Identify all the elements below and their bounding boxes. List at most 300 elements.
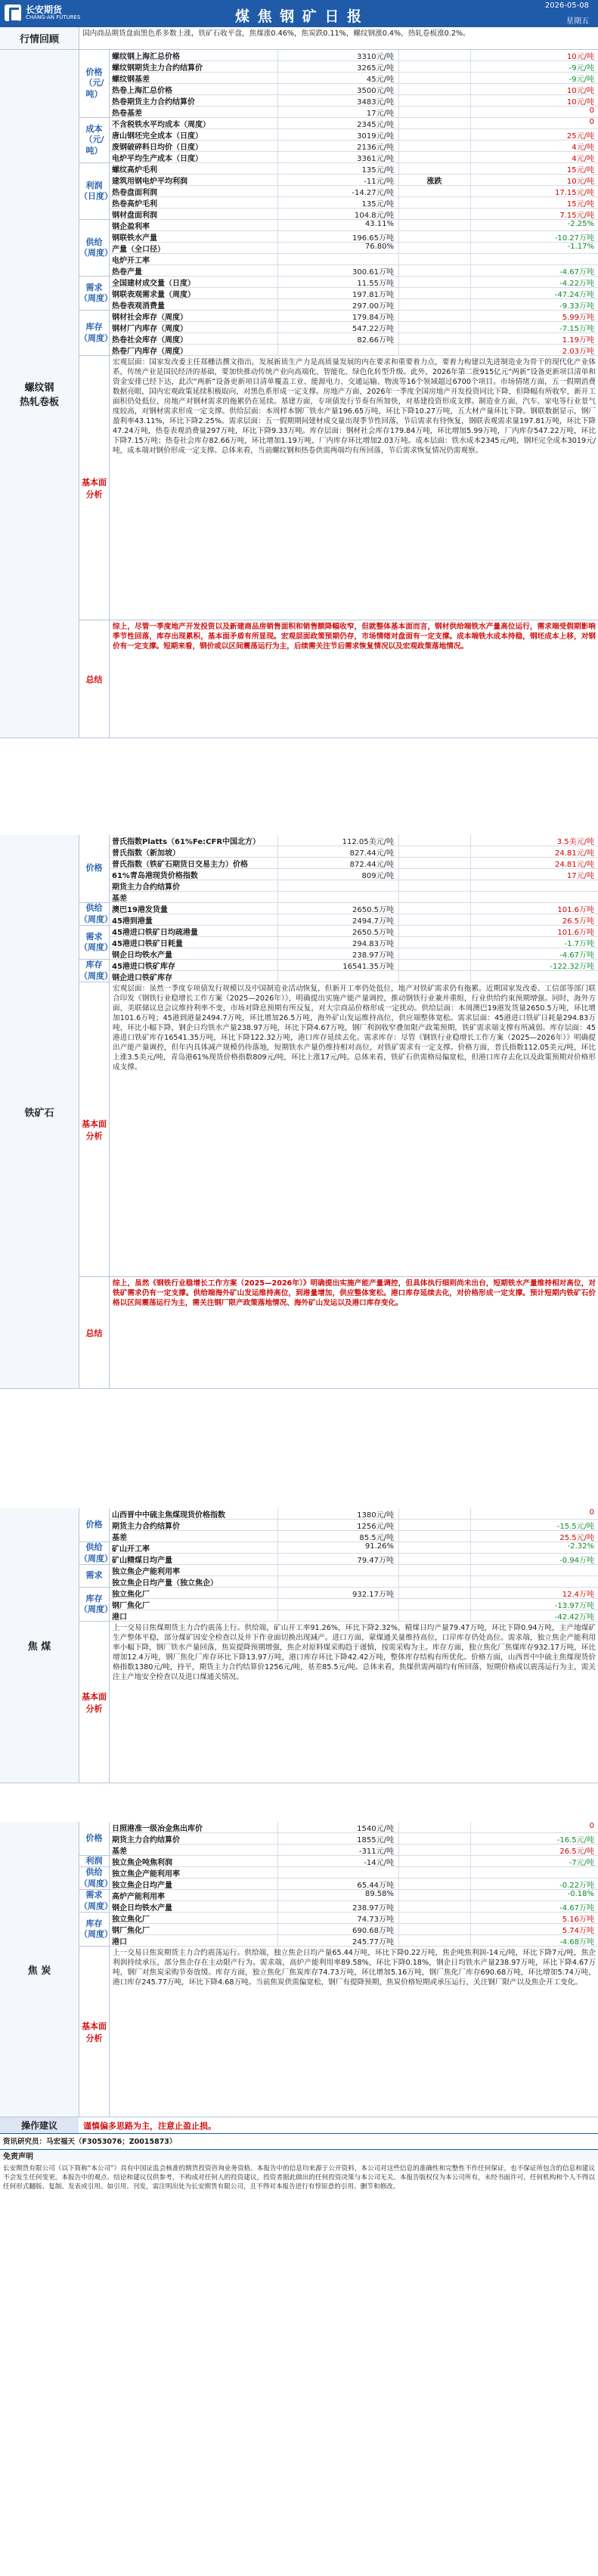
indicator-value: 2494.7万吨 [277, 914, 398, 925]
analysis-tag: 基本面 分析 [79, 356, 110, 620]
trend-cell [398, 1867, 470, 1878]
indicator-name: 普氏指数（铁矿石期货日交易主力）价格 [112, 861, 248, 868]
indicator-value: 3500元/吨 [277, 84, 398, 94]
indicator-value: 179.84万吨 [277, 311, 398, 321]
indicator-value: 91.26% [277, 1542, 398, 1553]
indicator-row [110, 1610, 598, 1622]
indicator-row [110, 1913, 598, 1924]
trend-cell [398, 1508, 470, 1519]
indicator-row [110, 265, 598, 277]
indicator-change: -122.32万吨 [470, 960, 598, 970]
section-label-steel [0, 50, 79, 738]
indicator-change [470, 892, 598, 902]
trend-cell [398, 95, 470, 106]
indicator-name: 热卷厂内库存（周度） [112, 348, 187, 355]
indicator-row [110, 50, 598, 61]
analysis-text: 上一交易日焦煤期货主力合约震荡上行。供给端，矿山开工率91.26%，环比下降2.32%，精煤日均产量79.47万吨，环比下降0.94万吨，主产地煤矿生产整体平稳，部分煤矿因安全检查以及井下作业面切换出现减产。进口方面，蒙煤通关量维持高位，口岸库存仍处高位。需求端，独立焦企产能利用率小幅下降，钢厂铁水产量回落，焦炭提降预期增强，焦企对原料煤采购趋于谨慎，按需采购为主。库存方面，独立焦化厂焦煤库存932.17万吨，环比增加12.4万吨，钢厂焦化厂库存环比下降13.97万吨，港口库存环比下降42.42万吨，整体库存结构有所优化。价格方面，山西晋中中硫主焦煤现货价格指数1380元/吨，持平，期货主力合约结算价1256元/吨，基差85.5元/吨。总体来看，焦煤供需两端均有所回落，短期价格或以震荡运行为主，需关注主产地安全检查以及进口煤通关情况。 [110, 1622, 598, 1783]
indicator-value [277, 254, 398, 264]
indicator-change: -2.25% [470, 220, 598, 230]
indicator-row [110, 937, 598, 948]
indicator-change: 1.19万吨 [470, 333, 598, 344]
trend-cell [398, 1554, 470, 1564]
report-date: 2026-05-08 [544, 2, 589, 10]
indicator-name: 山西晋中中硫主焦煤现货价格指数 [112, 1511, 225, 1519]
trend-cell [398, 1890, 470, 1900]
indicator-name: 港口 [112, 1613, 127, 1621]
trend-cell [398, 835, 470, 846]
indicator-row [110, 254, 598, 265]
indicator-value: 17元/吨 [277, 107, 398, 117]
indicator-value: 112.05美元/吨 [277, 835, 398, 846]
indicator-name: 普氏指数（新加坡） [112, 849, 180, 857]
trend-cell [398, 1845, 470, 1855]
trend-cell [398, 1879, 470, 1889]
indicator-value: 3483元/吨 [277, 95, 398, 106]
indicator-value: -14.27元/吨 [277, 186, 398, 196]
section-label-text: 螺纹钢 热轧卷板 [19, 382, 59, 408]
indicator-row [110, 960, 598, 971]
indicator-value: 3265元/吨 [277, 61, 398, 72]
advice-label: 操作建议 [0, 2117, 79, 2134]
trend-cell [398, 254, 470, 264]
indicator-change: -47.24万吨 [470, 288, 598, 298]
indicator-change: 10元/吨 [470, 84, 598, 94]
indicator-name: 矿山开工率 [112, 1545, 150, 1553]
indicator-change: 4元/吨 [470, 141, 598, 151]
indicator-name: 日照港准一级冶金焦出库价 [112, 1825, 203, 1832]
indicator-change: -7元/吨 [470, 1856, 598, 1866]
indicator-row [110, 175, 598, 186]
section-body-steel [79, 50, 598, 738]
trend-cell [398, 333, 470, 344]
indicator-value: 76.80% [277, 243, 398, 253]
indicator-name: 螺纹钢基差 [112, 76, 150, 83]
category-label: 需求 （周度） [79, 926, 110, 960]
indicator-row [110, 1845, 598, 1856]
indicator-row [110, 948, 598, 960]
trend-cell [398, 1610, 470, 1621]
indicator-name: 澳巴19港发货量 [112, 906, 168, 914]
indicator-name: 不含税铁水平均成本（周度） [112, 121, 210, 128]
indicator-change: -4.67万吨 [470, 948, 598, 959]
indicator-name: 全国建材成交量（日度） [112, 280, 195, 287]
indicator-change [470, 1867, 598, 1878]
indicator-change: -4.67万吨 [470, 1901, 598, 1912]
indicator-row [110, 163, 598, 175]
indicator-value: 690.68万吨 [277, 1924, 398, 1934]
indicator-row [110, 141, 598, 152]
category-label: 成本 （元/吨） [79, 118, 110, 163]
indicator-value: 82.66万吨 [277, 333, 398, 344]
indicator-name: 热卷上海汇总价格 [112, 87, 172, 94]
disclaimer-title: 免责声明 [0, 2149, 598, 2161]
indicator-row [110, 835, 598, 846]
trend-cell [398, 186, 470, 196]
indicator-value [277, 880, 398, 891]
indicator-row [110, 1576, 598, 1588]
trend-cell [398, 84, 470, 94]
indicator-row [110, 1565, 598, 1576]
trend-cell [398, 299, 470, 310]
indicator-change: 5.99万吨 [470, 311, 598, 321]
indicator-name: 钢厂焦化厂 [112, 1927, 150, 1934]
indicator-change: 17元/吨 [470, 869, 598, 880]
indicator-value: 827.44元/吨 [277, 846, 398, 857]
indicator-value [277, 971, 398, 982]
report-title: 煤 焦 钢 矿 日 报 [234, 8, 364, 25]
indicator-change: 15元/吨 [470, 163, 598, 174]
indicator-value: 135元/吨 [277, 163, 398, 174]
indicator-name: 废钢破碎料日均价（日度） [112, 144, 203, 151]
indicator-change: -10.27万吨 [470, 231, 598, 242]
indicator-value: 238.97万吨 [277, 948, 398, 959]
indicator-value: 3019元/吨 [277, 129, 398, 140]
analysis-tag: 基本面 分析 [79, 1622, 110, 1783]
indicator-value: 65.44万吨 [277, 1879, 398, 1889]
indicator-row [110, 926, 598, 937]
trend-cell [398, 903, 470, 914]
indicator-change: 4元/吨 [470, 152, 598, 162]
indicator-change: 25.5元/吨 [470, 1531, 598, 1542]
trend-cell [398, 209, 470, 219]
indicator-name: 热卷基差 [112, 110, 142, 117]
indicator-change: 24.81元/吨 [470, 858, 598, 868]
indicator-value [277, 345, 398, 355]
indicator-name: 螺纹钢上海汇总价格 [112, 53, 180, 60]
indicator-change: 26.5元/吨 [470, 1845, 598, 1855]
indicator-name: 钢企日均铁水产量 [112, 1904, 172, 1912]
category-label: 需求 （周度） [79, 277, 110, 311]
trend-cell [398, 73, 470, 83]
trend-cell [398, 892, 470, 902]
indicator-value: 294.83万吨 [277, 937, 398, 948]
indicator-name: 独立焦企吨焦利润 [112, 1859, 172, 1866]
indicator-name: 独立焦企日均产量（独立焦企） [112, 1579, 218, 1587]
indicator-name: 矿山精煤日均产量 [112, 1557, 172, 1564]
indicator-name: 钢企进口铁矿库存 [112, 974, 172, 982]
trend-cell [398, 1542, 470, 1553]
indicator-name: 高炉产能利用率 [112, 1893, 165, 1900]
analysis-tag: 基本面 分析 [79, 1947, 110, 2117]
indicator-row [110, 1822, 598, 1833]
indicator-value: 547.22万吨 [277, 322, 398, 332]
trend-cell [398, 129, 470, 140]
indicator-change: -13.97万吨 [470, 1599, 598, 1610]
analysis-tag: 基本面 分析 [79, 982, 110, 1277]
indicator-row [110, 1879, 598, 1890]
analysis-text: 宏观层面：虽然一季度专项债发行规模以及中国制造业活动恢复，但新开工率仍处低位，地产对铁矿需求仍有拖累。近期国家发改委、工信部等部门联合印发《钢铁行业稳增长工作方案（2025—2026年）》，明确提出实施产能产量调控，推动钢铁行业兼并重组，行业供给约束预期增强。同时，海外方面，美联储议息会议维持利率不变，市场对降息预期有所反复，对大宗商品价格形成一定扰动。供给层面：本周澳巴19港发货量2650.5万吨，环比增加101.6万吨；45港到港量2494.7万吨，环比增加26.5万吨，海外矿山发运维持高位，供应端整体宽松。需求层面：45港进口铁矿日耗量294.83万吨，环比小幅下降，钢企日均铁水产量238.97万吨，环比下降4.67万吨，钢厂利润收窄叠加限产政策预期，铁矿需求端支撑有所减弱。库存层面：45港进口铁矿库存16541.35万吨，环比下降122.32万吨，港口库存延续去化。需求库存：尽管《钢铁行业稳增长工作方案（2025—2026年）》明确提出产能产量调控，但年内具体减产规模仍待落地，短期铁水产量仍维持相对高位，对铁矿需求有一定支撑。价格方面，普氏指数112.05美元/吨，环比上涨3.5美元/吨，青岛港61%现货价格指数809元/吨，环比上涨17元/吨。总体来看，铁矿石供需格局偏宽松，但港口库存去化以及政策预期对价格形成支撑。 [110, 982, 598, 1277]
section-label-text: 铁矿石 [24, 1107, 54, 1119]
indicator-value: 79.47万吨 [277, 1554, 398, 1564]
trend-cell [398, 107, 470, 117]
trend-cell [398, 1531, 470, 1542]
indicator-row [110, 1531, 598, 1542]
summary-tag: 总结 [79, 1277, 110, 1389]
indicator-value: -11元/吨 [277, 175, 398, 185]
indicator-value: 245.77万吨 [277, 1935, 398, 1946]
indicator-value: 197.81万吨 [277, 288, 398, 298]
trend-cell [398, 1913, 470, 1923]
indicator-change: -4.68万吨 [470, 1935, 598, 1946]
indicator-value: 74.73万吨 [277, 1913, 398, 1923]
indicator-row [110, 95, 598, 107]
section-body-coke [79, 1822, 598, 2117]
section-label-review: 行情回顾 [0, 27, 79, 50]
category-label: 供给 （周度） [79, 1542, 110, 1565]
indicator-row [110, 118, 598, 129]
category-label: 价格 （元/吨） [79, 50, 110, 118]
indicator-row [110, 84, 598, 95]
indicator-change: 17.15元/吨 [470, 186, 598, 196]
logo-en-text: CHANG-AN FUTURES [26, 14, 81, 20]
trend-cell [398, 1856, 470, 1866]
trend-cell [398, 937, 470, 948]
indicator-change: 0 [470, 1508, 598, 1519]
indicator-row [110, 1856, 598, 1867]
indicator-change: -2.32% [470, 1542, 598, 1553]
trend-cell [398, 141, 470, 151]
section-label-ore [0, 835, 79, 1389]
trend-cell [398, 1924, 470, 1934]
indicator-row [110, 197, 598, 209]
review-text: 国内商品期货盘面黑色系多数上涨，铁矿石收平盘，焦煤涨0.46%，焦炭跌0.11%，螺纹钢涨0.4%，热轧卷板涨0.2%。 [82, 29, 470, 38]
trend-cell [398, 265, 470, 276]
indicator-change [470, 971, 598, 982]
indicator-change: -9元/吨 [470, 73, 598, 83]
indicator-name: 45港进口铁矿日均疏港量 [112, 929, 198, 936]
indicator-row [110, 1833, 598, 1845]
indicator-row [110, 345, 598, 356]
trend-cell [398, 948, 470, 959]
summary-text: 综上，尽管一季度地产开发投资以及新建商品房销售面积和销售额降幅收窄，但就整体基本面而言，钢材供给端铁水产量高位运行，需求端受假期影响季节性回落，库存出现累积，基本面矛盾有所显现。宏观层面政策预期仍存，市场情绪对盘面有一定支撑。成本端铁水成本持稳，钢坯成本上移，对钢价有一定支撑。短期来看，钢价或以区间震荡运行为主，后续需关注节后需求恢复情况以及宏观政策落地情况。 [110, 620, 598, 738]
review-box [79, 27, 598, 50]
indicator-name: 独立焦企日均产量 [112, 1882, 172, 1889]
contact-line: 资讯研究员：马宏福天（F3053076；Z0015873） [3, 2138, 177, 2146]
indicator-name: 港口 [112, 1938, 127, 1946]
category-label: 库存 （周度） [79, 1588, 110, 1622]
indicator-name: 独立焦企产能利用率 [112, 1568, 180, 1576]
indicator-value: 3361元/吨 [277, 152, 398, 162]
trend-cell [398, 231, 470, 242]
indicator-name: 热卷盘面利润 [112, 189, 157, 196]
indicator-name: 期货主力合约结算价 [112, 1523, 180, 1530]
indicator-name: 钢联表观需求量（周度） [112, 291, 195, 298]
indicator-change: 5.16万吨 [470, 1913, 598, 1923]
category-label: 利润 （日度） [79, 163, 110, 220]
advice-text: 谨慎偏多思路为主，注意止盈止损。 [79, 2117, 598, 2134]
indicator-change: -9.33万吨 [470, 299, 598, 310]
indicator-value: 872.44元/吨 [277, 858, 398, 868]
trend-cell [398, 152, 470, 162]
indicator-row [110, 73, 598, 84]
indicator-row [110, 1935, 598, 1947]
trend-cell [398, 1822, 470, 1832]
indicator-name: 螺纹钢期货主力合约结算价 [112, 64, 203, 72]
section-body-coking_coal [79, 1508, 598, 1783]
indicator-value: 3310元/吨 [277, 50, 398, 60]
indicator-value: 1380元/吨 [277, 1508, 398, 1519]
indicator-name: 热卷产量 [112, 268, 142, 276]
indicator-change: 24.81元/吨 [470, 846, 598, 857]
trend-cell [398, 1565, 470, 1576]
category-label: 需求 （周度） [79, 1890, 110, 1913]
indicator-name: 钢材盘面利润 [112, 212, 157, 219]
trend-cell [398, 50, 470, 60]
disclaimer-text: 长安期货有限公司（以下简称“本公司”）具有中国证监会核准的期货投资咨询业务资格。本报告中的信息均来源于公开资料，本公司对这些信息的准确性和完整性不作任何保证，也不保证所包含的信息和建议不会发生任何变更。本报告中的观点、结论和建议仅供参考，不构成对任何人的投资建议，投资者据此做出的任何投资决策与本公司无关。本报告版权仅为本公司所有，未经书面许可，任何机构和个人不得以任何形式翻版、复制、发表或引用。如引用、刊发，需注明出处为长安期货有限公司，且不得对本报告进行有悖原意的引用、删节和修改。 [3, 2165, 595, 2191]
summary-tag: 总结 [79, 620, 110, 738]
trend-cell [398, 220, 470, 230]
indicator-value: -14元/吨 [277, 1856, 398, 1866]
trend-cell [398, 869, 470, 880]
indicator-row [110, 880, 598, 892]
indicator-value [277, 1565, 398, 1576]
indicator-change [470, 1576, 598, 1587]
section-label-text: 焦 炭 [27, 1965, 51, 1977]
trend-cell [398, 926, 470, 936]
indicator-value: 45元/吨 [277, 73, 398, 83]
indicator-row [110, 1890, 598, 1901]
indicator-change: -0.22万吨 [470, 1879, 598, 1889]
trend-cell [398, 858, 470, 868]
indicator-row [110, 243, 598, 254]
indicator-value [277, 1867, 398, 1878]
indicator-name: 45港进口铁矿库存 [112, 963, 175, 970]
indicator-value: 43.11% [277, 220, 398, 230]
trend-cell [398, 322, 470, 332]
indicator-name: 期货主力合约结算价 [112, 1836, 180, 1844]
indicator-change: 101.6万吨 [470, 903, 598, 914]
indicator-name: 钢材社会库存（周度） [112, 314, 187, 321]
trend-cell [398, 960, 470, 970]
trend-cell [398, 880, 470, 891]
indicator-row [110, 1924, 598, 1935]
category-label: 需求 [79, 1565, 110, 1588]
trend-cell [398, 311, 470, 321]
indicator-change: -0.18% [470, 1890, 598, 1900]
indicator-row [110, 903, 598, 914]
indicator-change: 10元/吨 [470, 50, 598, 60]
trend-cell [398, 345, 470, 355]
indicator-change: 12.4万吨 [470, 1588, 598, 1598]
indicator-change: 10元/吨 [470, 95, 598, 106]
indicator-change: -1.17% [470, 243, 598, 253]
analysis-text: 上一交易日焦炭期货主力合约震荡运行。供给端，独立焦企日均产量65.44万吨，环比下降0.22万吨，焦企吨焦利润-14元/吨，环比下降7元/吨，焦企利润持续承压，部分焦企存在主动限产行为。需求端，高炉产能利用率89.58%，环比下降0.18%，钢企日均铁水产量238.97万吨，环比下降4.67万吨，钢厂对焦炭采购节奏放缓。库存方面，独立焦化厂焦炭库存74.73万吨，环比增加5.16万吨，钢厂焦化厂库存690.68万吨，环比增加5.74万吨，港口库存245.77万吨，环比下降4.68万吨。当前焦炭供需偏宽松，钢厂有提降预期，焦炭价格短期或承压运行，关注钢厂限产以及焦企开工变化。 [110, 1947, 598, 2117]
report-weekday: 星期五 [566, 17, 589, 26]
indicator-name: 电炉开工率 [112, 257, 150, 264]
indicator-row [110, 61, 598, 73]
indicator-name: 45港到港量 [112, 917, 153, 925]
indicator-value: -311元/吨 [277, 1845, 398, 1855]
section-label-text: 焦 煤 [27, 1641, 51, 1653]
indicator-row [110, 1901, 598, 1913]
indicator-name: 钢材厂内库存（周度） [112, 325, 187, 332]
analysis-text: 宏观层面：国家发改委主任郑栅洁撰文指出，发展新质生产力是高质量发展的内在要求和重要着力点，要着力构建以先进制造业为骨干的现代化产业体系，传统产业是国民经济的基础，要加快推动传统产业向高端化、智能化、绿色化转型升级。此外，2026年第二批915亿元“两新”设备更新项目清单和资金安排已经下达，此次“两新”设备更新项目清单覆盖工业、能源电力、交通运输、物流等16个领域超过6700个项目。市场情绪方面，五一假期消费数据亮眼，国内宏观政策延续积极取向，对黑色系形成一定支撑。房地产方面，2026年一季度全国房地产开发投资同比下降，但降幅有所收窄，新开工面积仍处低位，房地产对钢材需求的拖累仍在延续。基建方面，专项债发行节奏有所加快，对基建投资形成支撑。制造业方面，汽车、家电等行业景气度较高，对钢材需求形成一定支撑。供给层面：本周样本钢厂铁水产量196.65万吨，环比下降10.27万吨，五大材产量环比下降。钢联数据显示，钢厂盈利率43.11%，环比下降2.25%。需求层面：五一假期期间建材成交量出现季节性回落，节后需求有待恢复，钢联表观需求量197.81万吨，环比下降47.24万吨，热卷表观消费量297万吨，环比下降9.33万吨。库存层面：钢材社会库存179.84万吨，环比增加5.99万吨，厂内库存547.22万吨，环比下降7.15万吨；热卷社会库存82.66万吨，环比增加1.19万吨，厂内库存环比增加2.03万吨。成本层面：铁水成本2345元/吨，钢坯完全成本3019元/吨，成本端对钢价形成一定支撑。总体来看，当前螺纹钢和热卷供需两端均有所回落，节后需求恢复情况仍需观察。 [110, 356, 598, 620]
category-label: 供给 （周度） [79, 903, 110, 926]
indicator-name: 基差 [112, 1848, 127, 1855]
indicator-row [110, 1554, 598, 1565]
indicator-value: 135元/吨 [277, 197, 398, 208]
indicator-name: 热卷期货主力合约结算价 [112, 98, 195, 106]
trend-cell [398, 1935, 470, 1946]
indicator-row [110, 277, 598, 288]
indicator-value: 2650.5万吨 [277, 926, 398, 936]
category-label: 库存 （周度） [79, 1913, 110, 1947]
indicator-change: 3.5美元/吨 [470, 835, 598, 846]
indicator-change: 0 [470, 107, 598, 117]
trend-cell [398, 1576, 470, 1587]
indicator-name: 产量（全口径） [112, 246, 165, 253]
indicator-row [110, 186, 598, 197]
indicator-value [277, 892, 398, 902]
indicator-value: 89.58% [277, 1890, 398, 1900]
indicator-change: -0.94万吨 [470, 1554, 598, 1564]
indicator-change: 15元/吨 [470, 197, 598, 208]
indicator-row [110, 858, 598, 869]
trend-cell [398, 277, 470, 287]
category-label: 价格 [79, 835, 110, 903]
section-body-ore [79, 835, 598, 1389]
indicator-name: 普氏指数Platts（61%Fe:CFR中国北方） [112, 838, 261, 846]
indicator-row [110, 129, 598, 141]
indicator-value [277, 1576, 398, 1587]
indicator-value: 11.55万吨 [277, 277, 398, 287]
indicator-row [110, 299, 598, 311]
indicator-row [110, 1599, 598, 1610]
indicator-change: -4.67万吨 [470, 265, 598, 276]
indicator-change: -7.15万吨 [470, 322, 598, 332]
indicator-change: -16.5元/吨 [470, 1833, 598, 1844]
category-label: 价格 [79, 1822, 110, 1856]
indicator-name: 61%青岛港现货价格指数 [112, 872, 198, 880]
indicator-change: 25元/吨 [470, 129, 598, 140]
indicator-value: 300.61万吨 [277, 265, 398, 276]
indicator-row [110, 869, 598, 880]
logo-cn-text: 长安期货 [26, 5, 63, 15]
indicator-change: 2.03万吨 [470, 345, 598, 355]
indicator-name: 钢联铁水产量 [112, 234, 157, 242]
report-header [0, 0, 598, 27]
trend-label: 涨跌 [426, 178, 442, 186]
indicator-change: 0 [470, 1822, 598, 1832]
indicator-change: -9元/吨 [470, 61, 598, 72]
indicator-change: -1.7万吨 [470, 937, 598, 948]
indicator-change [470, 254, 598, 264]
indicator-row [110, 209, 598, 220]
indicator-change: -42.42万吨 [470, 1610, 598, 1621]
indicator-row [110, 1542, 598, 1554]
indicator-row [110, 107, 598, 118]
indicator-name: 建筑用钢电炉平均利润 [112, 178, 187, 185]
indicator-row [110, 322, 598, 333]
indicator-change: 26.5万吨 [470, 914, 598, 925]
category-label: 利润 [79, 1856, 110, 1867]
indicator-value [277, 1610, 398, 1621]
indicator-name: 钢厂焦化厂 [112, 1602, 150, 1610]
indicator-change: 5.74万吨 [470, 1924, 598, 1934]
indicator-name: 螺纹高炉毛利 [112, 166, 157, 174]
trend-cell [398, 971, 470, 982]
trend-cell [398, 1901, 470, 1912]
category-label: 供给 （周度） [79, 1867, 110, 1890]
trend-cell [398, 197, 470, 208]
indicator-value: 196.65万吨 [277, 231, 398, 242]
indicator-value: 932.17万吨 [277, 1588, 398, 1598]
indicator-name: 热卷高炉毛利 [112, 200, 157, 208]
indicator-name: 电炉平均生产成本（日度） [112, 155, 203, 162]
trend-cell [398, 1833, 470, 1844]
indicator-value: 809元/吨 [277, 869, 398, 880]
indicator-change: 7.15元/吨 [470, 209, 598, 219]
